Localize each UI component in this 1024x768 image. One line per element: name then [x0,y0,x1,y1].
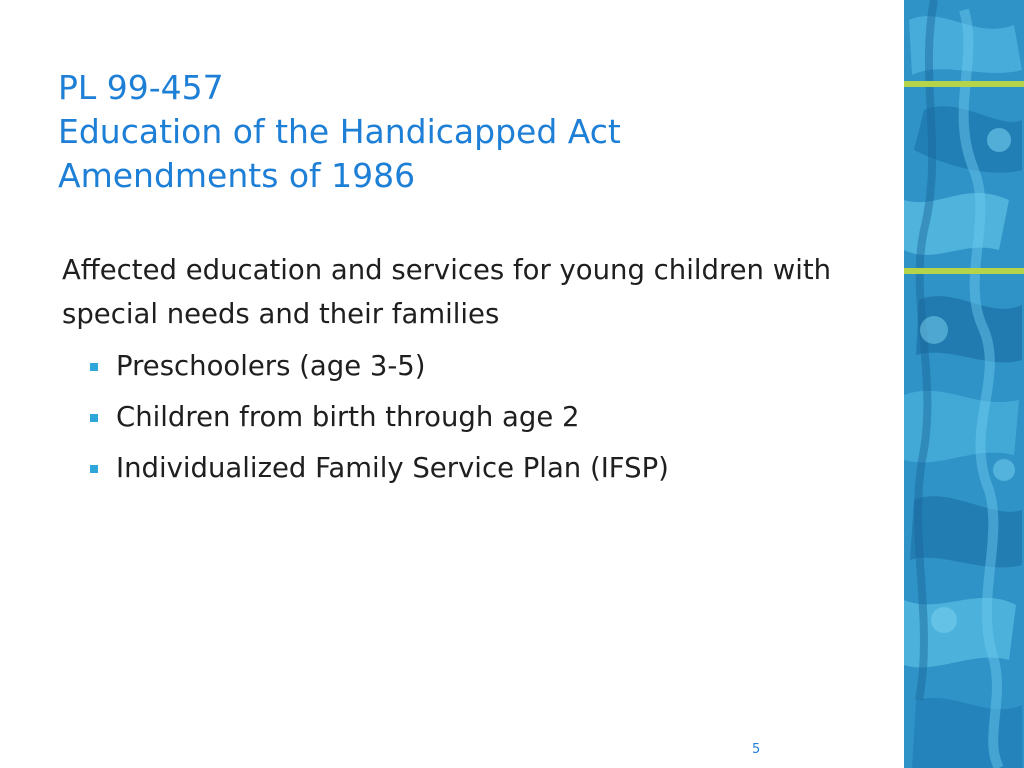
bullet-text: Individualized Family Service Plan (IFSP) [116,452,669,484]
square-bullet-icon [90,363,98,371]
bullet-text: Children from birth through age 2 [116,401,580,433]
abstract-paint-texture [904,0,1024,768]
decorative-side-panel [904,0,1024,768]
accent-bar-bottom [904,268,1024,274]
bullet-item-birth-to-two [90,392,669,443]
bullet-item-ifsp [90,443,669,494]
square-bullet-icon [90,414,98,422]
page-number: 5 [752,742,761,757]
intro-paragraph: Affected education and services for young children with special needs and their families [62,254,832,330]
slide-title [58,66,878,198]
bullet-list [90,341,669,494]
bullet-item-preschoolers [90,341,669,392]
title-line-1: PL 99-457 [58,68,224,107]
square-bullet-icon [90,465,98,473]
bullet-text: Preschoolers (age 3-5) [116,350,426,382]
title-line-2: Education of the Handicapped Act [58,112,621,151]
accent-bar-top [904,81,1024,87]
title-line-3: Amendments of 1986 [58,156,416,195]
